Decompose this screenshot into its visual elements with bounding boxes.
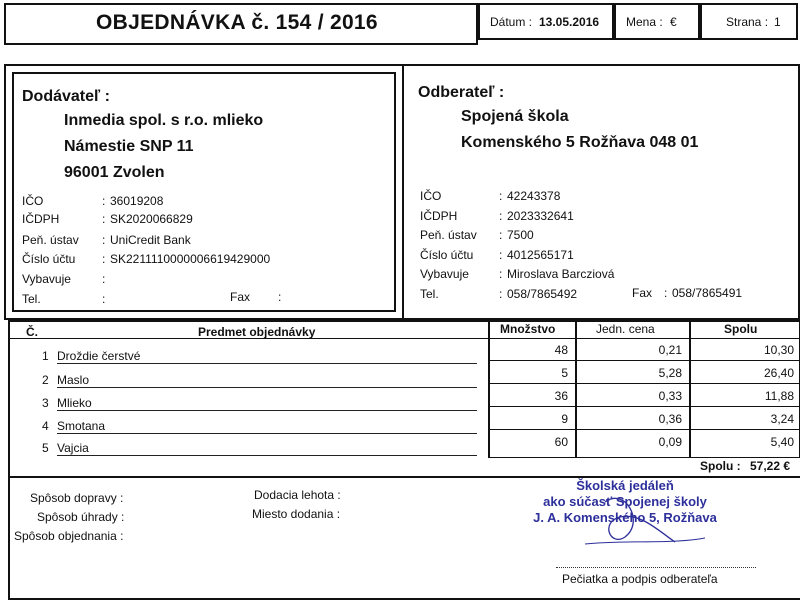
row-separator — [488, 338, 800, 339]
parties-divider — [402, 64, 404, 320]
supplier-icdph-value: SK2020066829 — [110, 212, 193, 226]
customer-fax-value: 058/7865491 — [672, 286, 743, 300]
row-separator — [488, 383, 800, 384]
row-quantity: 9 — [561, 412, 568, 426]
supplier-account-label: Číslo účtu — [22, 252, 76, 266]
order-method-label: Spôsob objednania : — [14, 529, 124, 543]
customer-heading: Odberateľ : — [418, 84, 505, 101]
customer-icdph-label: IČDPH — [420, 209, 458, 223]
stamp-line-2: ako súčasť Spojenej školy — [543, 494, 707, 509]
row-underline — [57, 433, 477, 434]
customer-bank-value: 7500 — [507, 228, 534, 242]
row-unit-price: 0,36 — [658, 412, 682, 426]
row-item: Vajcia — [57, 441, 89, 455]
customer-contact-label: Vybavuje — [420, 267, 469, 281]
row-item: Droždie čerstvé — [57, 349, 141, 363]
colon: : — [102, 272, 106, 286]
supplier-contact-label: Vybavuje — [22, 272, 71, 286]
customer-fax-label: Fax — [632, 286, 653, 300]
supplier-phone-label: Tel. — [22, 292, 41, 306]
stamp-line-1: Školská jedáleň — [576, 478, 674, 493]
transport-label: Spôsob dopravy : — [30, 491, 124, 505]
row-quantity: 48 — [554, 343, 568, 357]
colon: : — [102, 194, 106, 208]
row-total: 5,40 — [770, 435, 794, 449]
colon: : — [102, 212, 106, 226]
colon: : — [499, 248, 503, 262]
supplier-ico-value: 36019208 — [110, 194, 164, 208]
row-quantity: 36 — [554, 389, 568, 403]
signature-label: Pečiatka a podpis odberateľa — [562, 572, 718, 586]
row-unit-price: 5,28 — [658, 366, 682, 380]
customer-ico-label: IČO — [420, 189, 442, 203]
row-total: 10,30 — [763, 343, 794, 357]
row-total: 26,40 — [763, 366, 794, 380]
row-item: Mlieko — [57, 396, 92, 410]
customer-contact-value: Miroslava Barcziová — [507, 267, 615, 281]
col-header-number: Č. — [26, 325, 38, 339]
row-unit-price: 0,33 — [658, 389, 682, 403]
sum-label: Spolu : — [700, 459, 741, 473]
row-item: Smotana — [57, 419, 106, 433]
colon: : — [499, 267, 503, 281]
payment-label: Spôsob úhrady : — [37, 510, 125, 524]
page-number-value: 1 — [774, 15, 781, 29]
currency-value: € — [670, 15, 677, 29]
customer-account-label: Číslo účtu — [420, 248, 474, 262]
row-total: 3,24 — [770, 412, 794, 426]
row-unit-price: 0,21 — [658, 343, 682, 357]
customer-phone-value: 058/7865492 — [507, 287, 578, 301]
customer-address: Komenského 5 Rožňava 048 01 — [461, 134, 699, 151]
row-number: 5 — [42, 441, 49, 455]
footer-left-line — [8, 476, 10, 600]
row-separator — [488, 360, 800, 361]
row-underline — [57, 455, 477, 456]
customer-name: Spojená škola — [461, 108, 569, 125]
colon: : — [499, 189, 503, 203]
row-separator — [488, 406, 800, 407]
page-number-label: Strana : — [726, 15, 769, 29]
row-number: 4 — [42, 419, 49, 433]
col-header-total: Spolu — [724, 322, 758, 336]
colon: : — [278, 290, 282, 304]
row-underline — [57, 363, 477, 364]
supplier-fax-label: Fax — [230, 290, 251, 304]
customer-icdph-value: 2023332641 — [507, 209, 574, 223]
table-left-line — [8, 320, 10, 476]
signature-scribble — [565, 482, 715, 552]
supplier-city: 96001 Zvolen — [64, 164, 165, 181]
footer-bottom-line — [8, 598, 800, 600]
signature-line — [556, 567, 756, 568]
row-separator — [488, 429, 800, 430]
supplier-street: Námestie SNP 11 — [64, 138, 194, 155]
row-item: Maslo — [57, 373, 90, 387]
supplier-icdph-label: IČDPH — [22, 212, 60, 226]
row-quantity: 60 — [554, 435, 568, 449]
row-quantity: 5 — [561, 366, 568, 380]
colon: : — [102, 252, 106, 266]
row-underline — [57, 387, 477, 388]
customer-bank-label: Peň. ústav — [420, 228, 477, 242]
supplier-bank-label: Peň. ústav — [22, 233, 79, 247]
colon: : — [664, 286, 668, 300]
row-number: 1 — [42, 349, 49, 363]
date-value: 13.05.2016 — [539, 15, 600, 29]
delivery-place-label: Miesto dodania : — [252, 507, 341, 521]
row-total: 11,88 — [764, 389, 794, 403]
colon: : — [499, 209, 503, 223]
customer-account-value: 4012565171 — [507, 248, 574, 262]
sum-value: 57,22 € — [750, 459, 791, 473]
colon: : — [102, 233, 106, 247]
col-header-unit-price: Jedn. cena — [596, 322, 655, 336]
delivery-date-label: Dodacia lehota : — [254, 488, 341, 502]
stamp-line-3: J. A. Komenského 5, Rožňava — [533, 510, 717, 525]
col-header-quantity: Množstvo — [500, 322, 556, 336]
date-label: Dátum : — [490, 15, 533, 29]
supplier-account-value: SK2211110000006619429000 — [110, 252, 271, 266]
supplier-bank-value: UniCredit Bank — [110, 233, 191, 247]
colon: : — [499, 228, 503, 242]
supplier-ico-label: IČO — [22, 194, 44, 208]
row-number: 3 — [42, 396, 49, 410]
row-unit-price: 0,09 — [658, 435, 682, 449]
customer-phone-label: Tel. — [420, 287, 439, 301]
colon: : — [102, 292, 106, 306]
customer-ico-value: 42243378 — [507, 189, 561, 203]
page-title: OBJEDNÁVKA č. 154 / 2016 — [96, 11, 378, 34]
colon: : — [499, 287, 503, 301]
row-underline — [57, 410, 477, 411]
row-number: 2 — [42, 373, 49, 387]
supplier-heading: Dodávateľ : — [22, 88, 110, 105]
currency-label: Mena : — [626, 15, 663, 29]
supplier-name: Inmedia spol. s r.o. mlieko — [64, 112, 264, 129]
col-header-item: Predmet objednávky — [198, 325, 316, 339]
